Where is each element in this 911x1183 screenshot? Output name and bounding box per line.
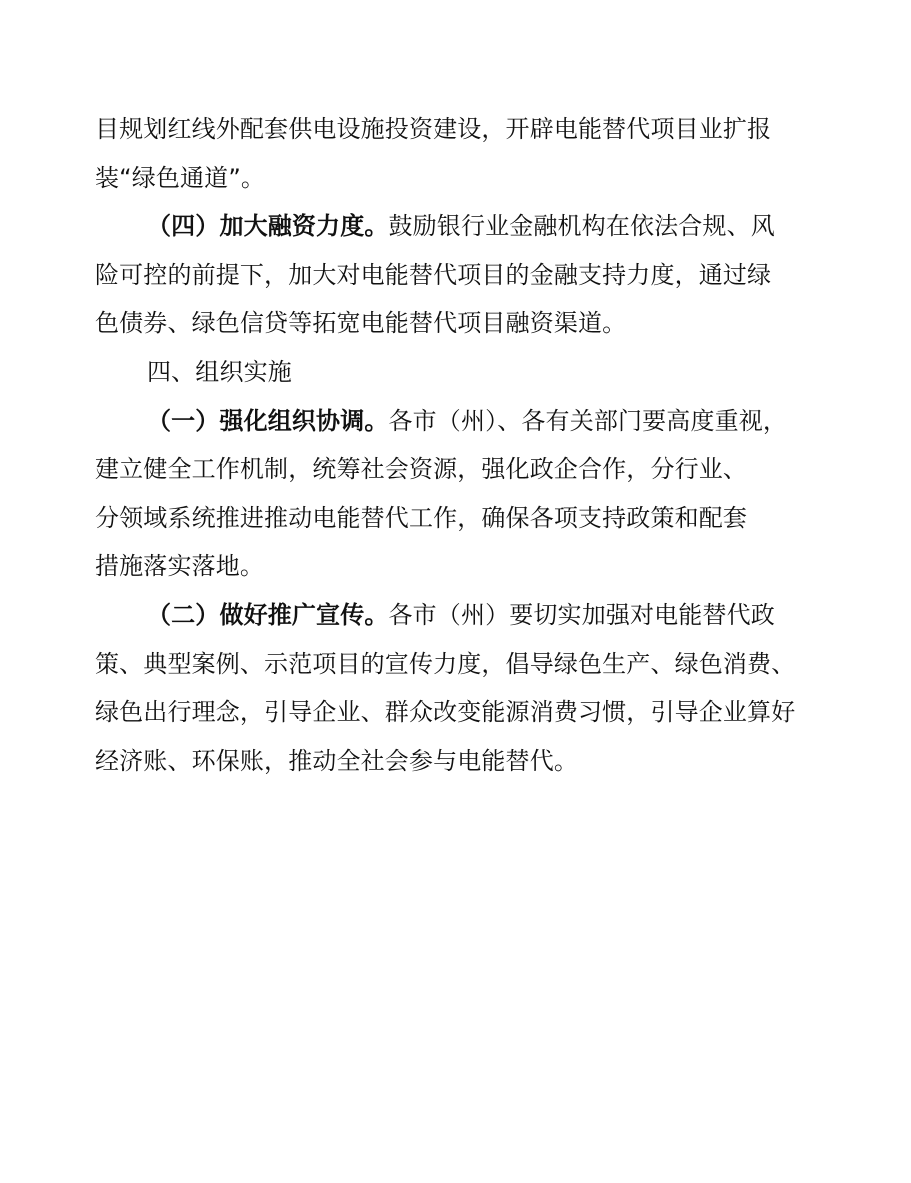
line-text: 建立健全工作机制，统筹社会资源，强化政企合作，分行业、 [95,455,748,484]
text-line [95,494,840,543]
document-body [95,105,840,785]
line-text: 分领域系统推进推动电能替代工作，确保各项支持政策和配套 [95,503,748,532]
line-text: 色债券、绿色信贷等拓宽电能替代项目融资渠道。 [95,309,627,338]
line-text: 策、典型案例、示范项目的宣传力度，倡导绿色生产、绿色消费、 [95,649,796,678]
text-line [95,299,840,348]
bold-heading: （二）做好推广宣传。 [147,600,389,629]
line-text: 各市（州）、各有关部门要高度重视， [388,406,788,435]
text-line [95,105,840,154]
line-text: 措施落实落地。 [95,552,265,581]
text-line [95,688,840,737]
paragraph-heading-line [95,397,840,446]
text-line [95,737,840,786]
paragraph-heading-line [95,591,840,640]
line-text: 装“绿色通道”。 [95,163,266,192]
text-line [95,542,840,591]
bold-heading: （一）强化组织协调。 [147,406,389,435]
text-line [95,445,840,494]
section-heading [95,348,840,397]
text-line [95,154,840,203]
bold-heading: （四）加大融资力度。 [147,212,389,241]
line-text: 四、组织实施 [147,357,292,386]
line-text: 险可控的前提下，加大对电能替代项目的金融支持力度，通过绿 [95,260,772,289]
text-line [95,251,840,300]
text-line [95,640,840,689]
line-text: 各市（州）要切实加强对电能替代政 [388,600,775,629]
line-text: 绿色出行理念，引导企业、群众改变能源消费习惯，引导企业算好 [95,698,796,727]
line-text: 鼓励银行业金融机构在依法合规、风 [388,212,775,241]
paragraph-heading-line [95,202,840,251]
line-text: 目规划红线外配套供电设施投资建设，开辟电能替代项目业扩报 [95,115,772,143]
line-text: 经济账、环保账，推动全社会参与电能替代。 [95,746,578,775]
